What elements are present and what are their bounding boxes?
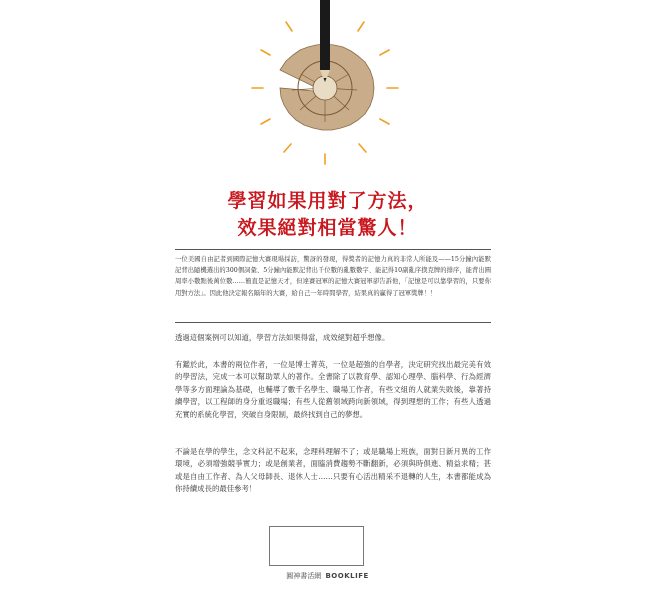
publisher-name: 圓神書活網 <box>286 572 322 580</box>
headline-line-1: 學習如果用對了方法， <box>227 190 428 212</box>
body-paragraph-3: 不論是在學的學生，念文科記不起來，念理科理解不了；或是職場上班族，面對日新月異的工作環境，必須增強競爭實力；或是創業者，面臨消費趨勢不斷翻新，必須與時俱進、精益求精；甚或是自由工作者、為人父母師長、退休人士……只要有心活出精采不退轉的人生，本書都能成為你持續成長的最佳參考！ <box>175 447 491 494</box>
pencil <box>320 0 330 82</box>
headline-line-2: 效果絕對相當驚人！ <box>237 217 418 239</box>
publisher-brand-logo: BOOKLIFE <box>325 572 369 580</box>
quote-block: 一位美國自由記者到國際記憶大賽現場採訪，驚訝的發現，得獎者的記憶力真的非常人所能及——15分鐘內能默記背出隨機選出的300個詞彙、5分鐘內能默記背出千位數的亂數數字、能記得10副亂序撲克牌的排序，能背出圓周率小數點後萬位數……簡直是記憶天才，但達賽冠軍的記憶大賽冠軍卻告訴他，「記憶是可以靠學習的，只要你用對方法」。因此他決定報名隔年的大賽，給自己一年時間學習，結果真的贏得了冠軍獎牌！！ <box>175 256 491 297</box>
body-paragraph-2: 有鑑於此，本書的兩位作者，一位是博士菁英，一位是超強的自學者，決定研究找出最完美有效的學習法，完成一本可以幫助眾人的著作。全書除了以教育學、認知心理學、腦科學、行為經濟學等多方面理論為基礎，也輔導了數千名學生、職場工作者，有些文組的人就業失敗後，靠著持續學習，以工程師的身分重返職場；有些人從舊領域跨向新領域，得到理想的工作；有些人透過充實的系統化學習，突破自身限制，最終找到自己的夢想。 <box>175 360 491 419</box>
barcode-placeholder-box <box>269 526 364 566</box>
quote-bottom-rule <box>175 322 491 323</box>
body-paragraph-1: 透過這個案例可以知道，學習方法如果得當，成效絕對超乎想像。 <box>175 333 390 342</box>
pencil-illustration <box>0 0 655 170</box>
publisher-footer <box>0 571 655 581</box>
quote-top-rule <box>175 249 491 250</box>
